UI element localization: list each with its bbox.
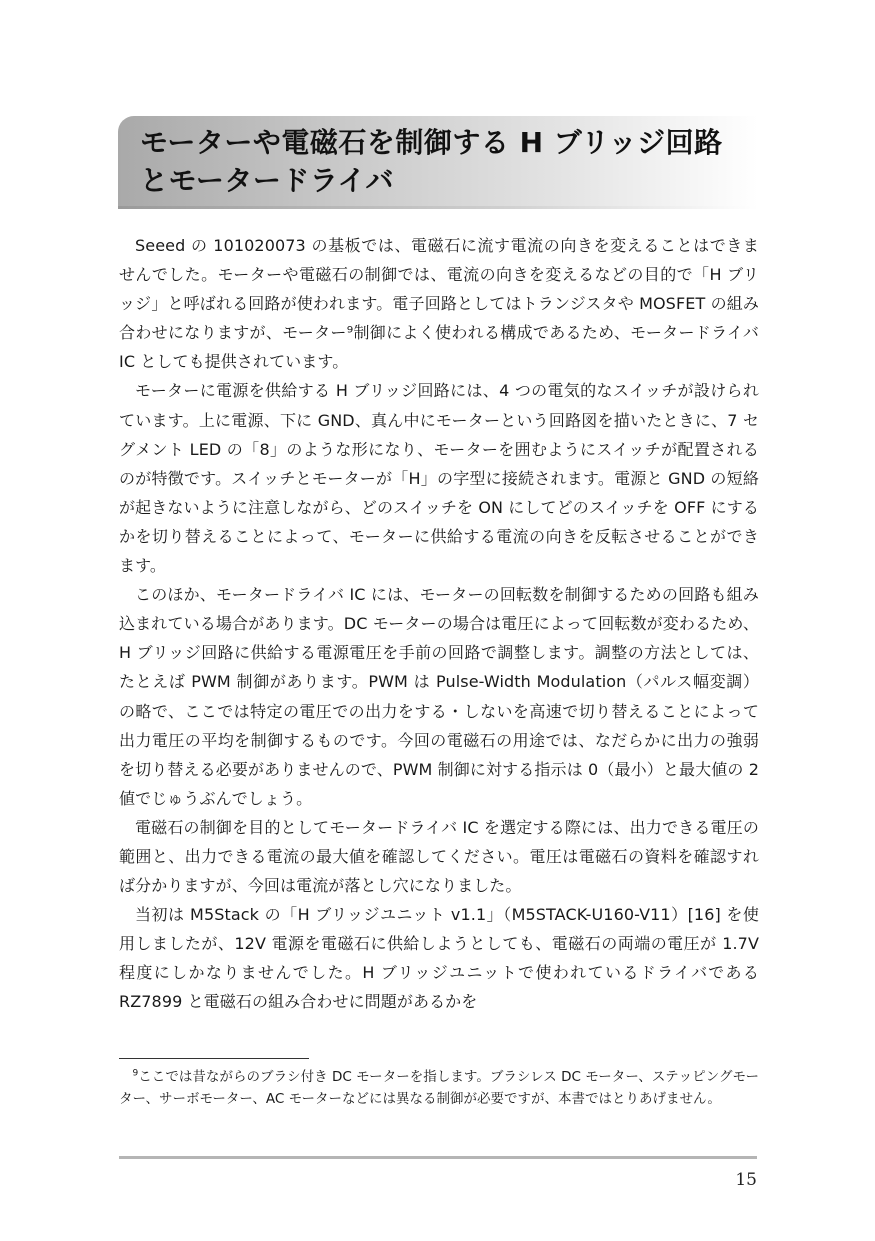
footnote <box>119 1066 759 1110</box>
section-title-line-2: とモータードライバ <box>140 164 394 197</box>
paragraph-2: モーターに電源を供給する H ブリッジ回路には、4 つの電気的なスイッチが設けられています。上に電源、下に GND、真ん中にモーターという回路図を描いたときに、7 セグメント LED の「8」のような形になり、モーターを囲むようにスイッチが配置されるのが特徴です。スイッチとモーターが「H」の字型に接続されます。電源と GND の短絡が起きないように注意しながら、どのスイッチを ON にしてどのスイッチを OFF にするかを切り替えることによって、モーターに供給する電流の向きを反転させることができます。 <box>119 381 759 576</box>
paragraph-3: このほか、モータードライバ IC には、モーターの回転数を制御するための回路も組み込まれている場合があります。DC モーターの場合は電圧によって回転数が変わるため、H ブリッジ回路に供給する電源電圧を手前の回路で調整します。調整の方法としては、たとえば PWM 制御があります。PWM は Pulse-Width Modulation（パルス幅変調）の略で、ここでは特定の電圧での出力をする・しないを高速で切り替えることによって出力電圧の平均を制御するものです。今回の電磁石の用途では、なだらかに出力の強弱を切り替える必要がありませんので、PWM 制御に対する指示は 0（最小）と最大値の 2 値でじゅうぶんでしょう。 <box>119 585 759 808</box>
footnote-separator <box>119 1058 309 1059</box>
paragraph-1: Seeed の 101020073 の基板では、電磁石に流す電流の向きを変えることはできませんでした。モーターや電磁石の制御では、電流の向きを変えるなどの目的で「H ブリッジ」と呼ばれる回路が使われます。電子回路としてはトランジスタや MOSFET の組み合わせになりますが、モーター⁹制御によく使われる構成であるため、モータードライバ IC としても提供されています。 <box>119 236 759 372</box>
paragraph-4: 電磁石の制御を目的としてモータードライバ IC を選定する際には、出力できる電圧の範囲と、出力できる電流の最大値を確認してください。電圧は電磁石の資料を確認すれば分かりますが、今回は電流が落とし穴になりました。 <box>119 817 759 896</box>
page-footer-rule <box>119 1156 757 1159</box>
footnote-text: ここでは昔ながらのブラシ付き DC モーターを指します。ブラシレス DC モーター、ステッピングモーター、サーボモーター、AC モーターなどには異なる制御が必要ですが、本書ではとりあげません。 <box>119 1069 759 1107</box>
page-number: 15 <box>735 1170 757 1190</box>
section-title <box>140 124 750 200</box>
body-text <box>119 231 759 1017</box>
section-heading-underline <box>118 206 758 209</box>
paragraph-5: 当初は M5Stack の「H ブリッジユニット v1.1」（M5STACK-U160-V11）[16] を使用しましたが、12V 電源を電磁石に供給しようとしても、電磁石の両端の電圧が 1.7V 程度にしかなりませんでした。H ブリッジユニットで使われているドライバである RZ7899 と電磁石の組み合わせに問題があるかを <box>119 905 759 1012</box>
footnote-mark: 9 <box>132 1068 139 1079</box>
section-title-line-1: モーターや電磁石を制御する H ブリッジ回路 <box>140 126 723 159</box>
